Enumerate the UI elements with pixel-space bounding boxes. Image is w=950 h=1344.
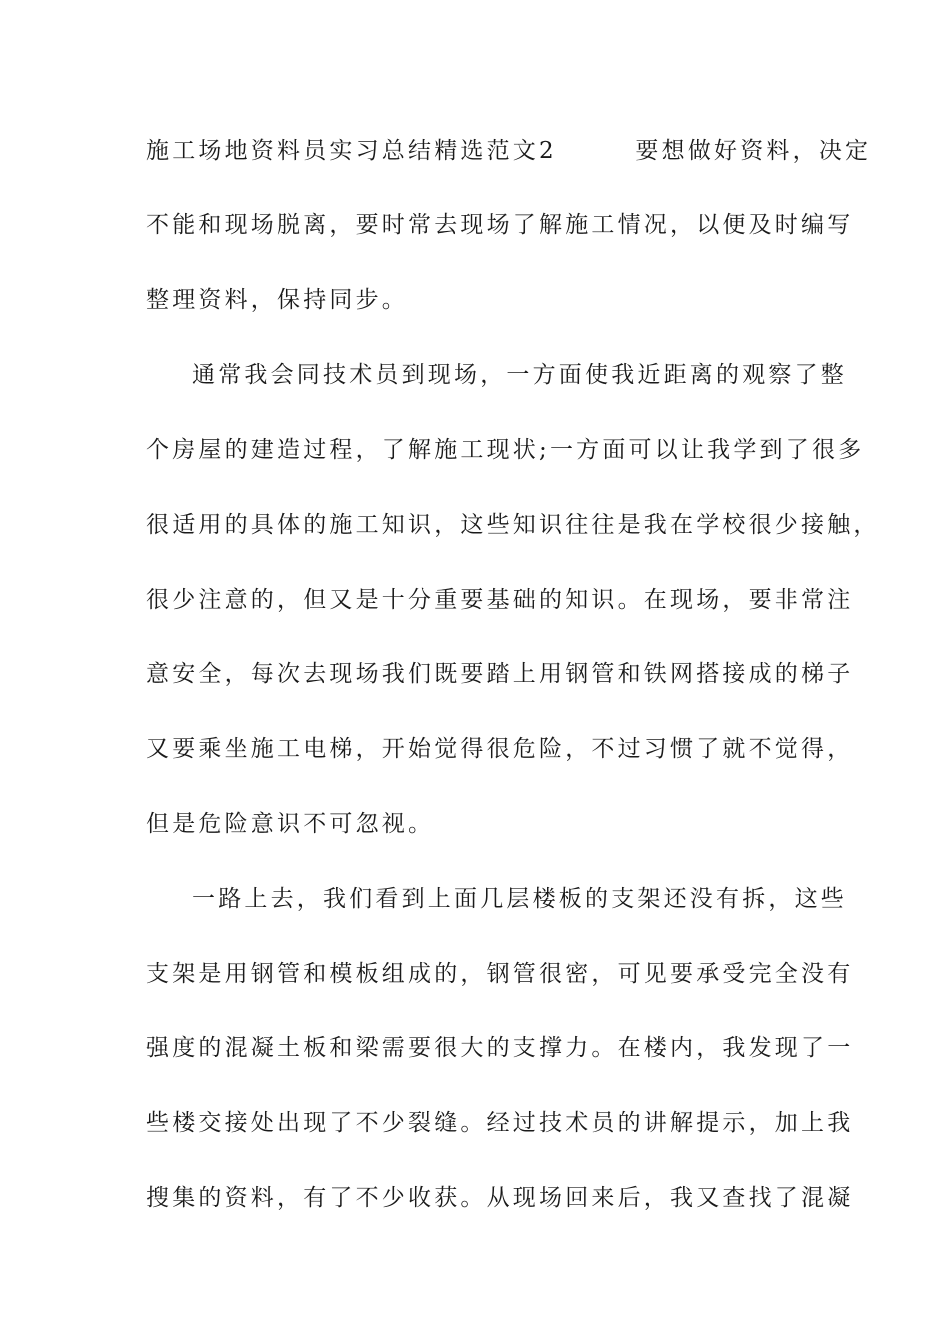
text-line: 搜集的资料，有了不少收获。从现场回来后，我又查找了混凝 <box>146 1185 854 1211</box>
text-line: 个房屋的建造过程，了解施工现状;一方面可以让我学到了很多 <box>146 437 865 463</box>
text-line: 些楼交接处出现了不少裂缝。经过技术员的讲解提示，加上我 <box>146 1110 854 1136</box>
paragraph-first-line: 通常我会同技术员到现场，一方面使我近距离的观察了整 <box>192 362 847 388</box>
text-line: 支架是用钢管和模板组成的，钢管很密，可见要承受完全没有 <box>146 961 854 987</box>
text-line: 很少注意的，但又是十分重要基础的知识。在现场，要非常注 <box>146 587 854 613</box>
text-line: 施工场地资料员实习总结精选范文2 要想做好资料，决定 <box>146 138 872 164</box>
text-line: 整理资料，保持同步。 <box>146 287 408 313</box>
text-line: 但是危险意识不可忽视。 <box>146 811 435 837</box>
paragraph-first-line: 一路上去，我们看到上面几层楼板的支架还没有拆，这些 <box>192 886 847 912</box>
text-line: 又要乘坐施工电梯，开始觉得很危险，不过习惯了就不觉得， <box>146 736 854 762</box>
text-line: 不能和现场脱离，要时常去现场了解施工情况，以便及时编写 <box>146 212 854 238</box>
text-line: 很适用的具体的施工知识，这些知识往往是我在学校很少接触， <box>146 512 880 538</box>
text-line: 意安全，每次去现场我们既要踏上用钢管和铁网搭接成的梯子 <box>146 661 854 687</box>
text-line: 强度的混凝土板和梁需要很大的支撑力。在楼内，我发现了一 <box>146 1035 854 1061</box>
